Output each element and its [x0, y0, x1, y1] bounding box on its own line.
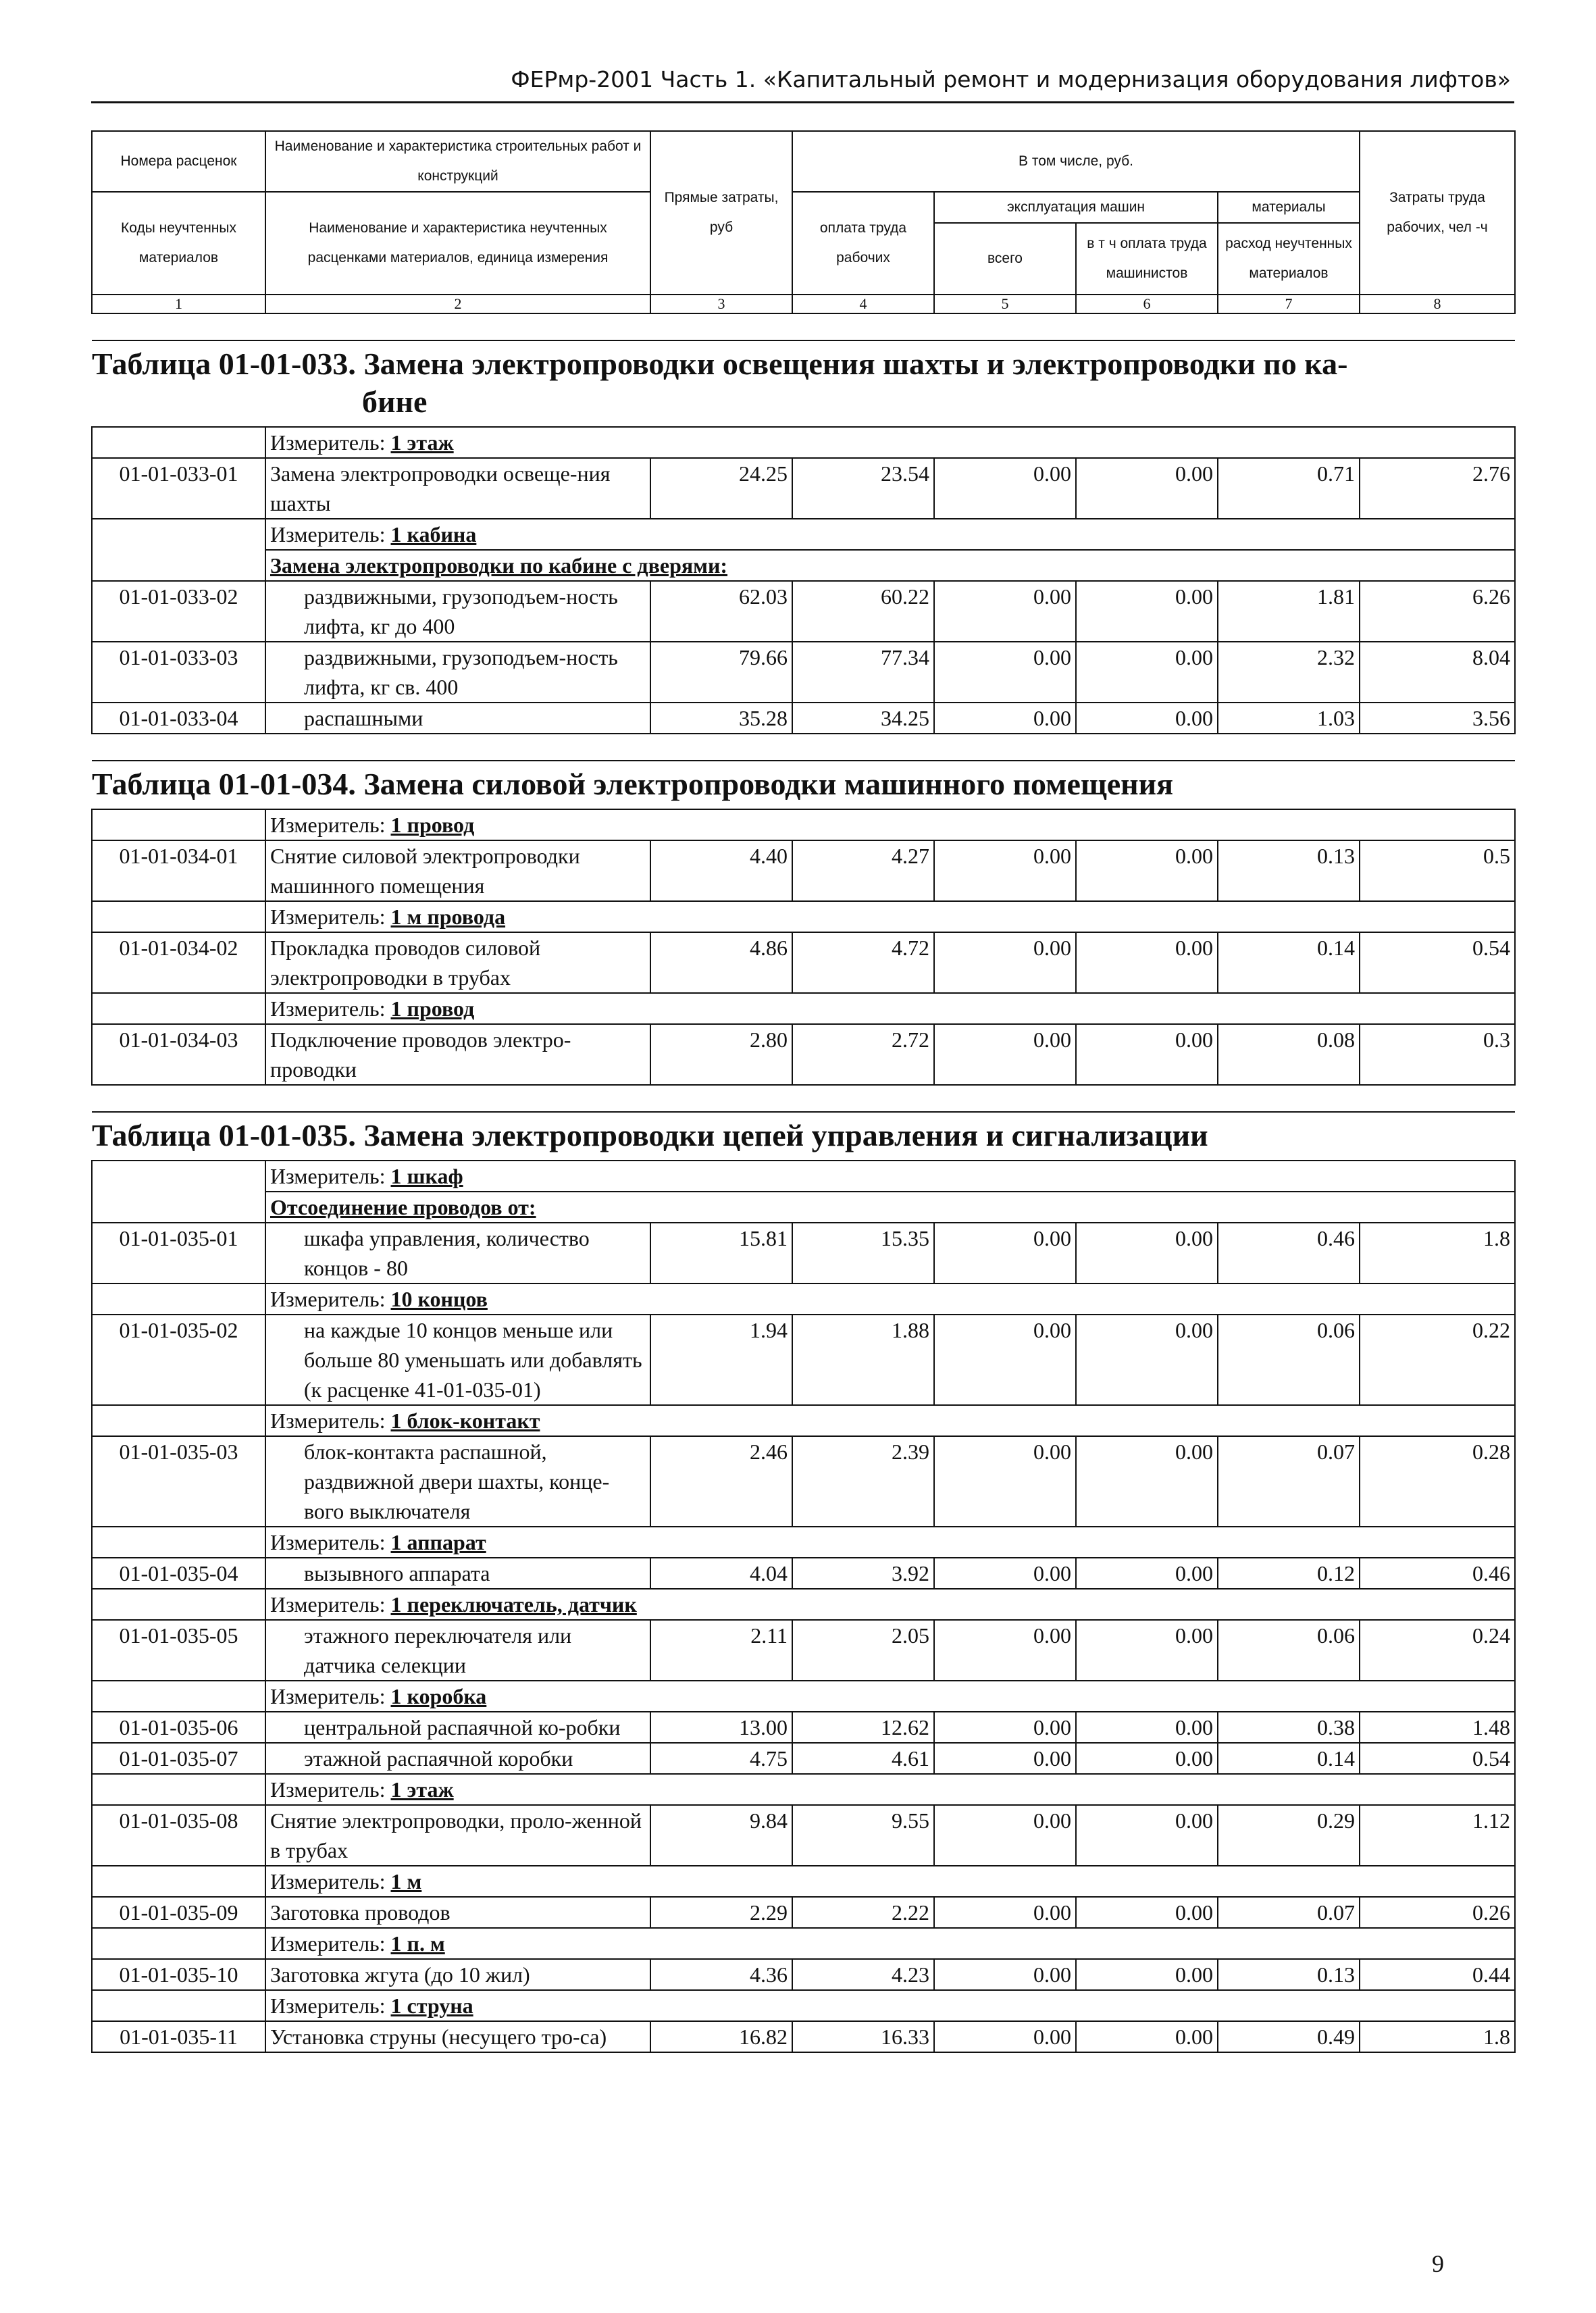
measure-row	[92, 809, 1515, 840]
worker-pay: 23.54	[792, 458, 934, 519]
rate-row	[92, 1805, 1515, 1866]
table-title-continuation: бине	[362, 384, 428, 419]
column-number: 3	[650, 295, 792, 313]
materials-cost: 1.03	[1218, 703, 1360, 734]
measure-cell	[265, 1681, 1515, 1712]
rate-row	[92, 1712, 1515, 1743]
rate-code: 01-01-035-07	[92, 1743, 265, 1774]
rate-row	[92, 642, 1515, 703]
empty-cell	[92, 1928, 265, 1959]
worker-pay: 4.23	[792, 1959, 934, 1990]
measure-cell	[265, 809, 1515, 840]
work-name: шкафа управления, количество концов - 80	[265, 1223, 650, 1283]
empty-cell	[92, 809, 265, 840]
rate-row	[92, 1558, 1515, 1589]
work-name: раздвижными, грузоподъем-ность лифта, кг св. 400	[265, 642, 650, 703]
machines-total: 0.00	[934, 703, 1076, 734]
machinist-pay: 0.00	[1076, 1620, 1218, 1681]
measure-unit: 1 коробка	[390, 1684, 487, 1708]
machinist-pay: 0.00	[1076, 458, 1218, 519]
table-title	[92, 1112, 1515, 1161]
column-numbers-row	[92, 295, 1515, 313]
work-name: Снятие силовой электропроводки машинного помещения	[265, 840, 650, 901]
rate-row	[92, 1315, 1515, 1405]
machinist-pay: 0.00	[1076, 840, 1218, 901]
work-name: раздвижными, грузоподъем-ность лифта, кг до 400	[265, 581, 650, 642]
column-number: 6	[1076, 295, 1218, 313]
direct-cost: 79.66	[650, 642, 792, 703]
labor-header: Затраты труда рабочих, чел -ч	[1360, 131, 1515, 295]
table-title	[92, 340, 1515, 427]
subheading-row	[92, 1192, 1515, 1223]
machinist-pay: 0.00	[1076, 1712, 1218, 1743]
measure-label: Измеритель:	[270, 1287, 386, 1311]
header-rule	[91, 101, 1514, 103]
rate-code: 01-01-035-06	[92, 1712, 265, 1743]
empty-cell	[92, 1192, 265, 1223]
col1-top-header: Номера расценок	[92, 131, 265, 192]
machines-total: 0.00	[934, 1024, 1076, 1085]
rate-row	[92, 1959, 1515, 1990]
measure-row	[92, 1928, 1515, 1959]
rate-code: 01-01-035-08	[92, 1805, 265, 1866]
machines-total: 0.00	[934, 1712, 1076, 1743]
worker-pay: 4.61	[792, 1743, 934, 1774]
measure-label: Измеритель:	[270, 1931, 386, 1956]
labor-cost: 0.44	[1360, 1959, 1515, 1990]
labor-cost: 0.28	[1360, 1436, 1515, 1527]
rate-row	[92, 1620, 1515, 1681]
materials-cost: 0.07	[1218, 1436, 1360, 1527]
empty-cell	[92, 427, 265, 458]
machines-header: эксплуатация машин	[934, 192, 1218, 223]
machines-total: 0.00	[934, 642, 1076, 703]
machines-total: 0.00	[934, 1315, 1076, 1405]
machines-total: 0.00	[934, 1959, 1076, 1990]
measure-cell	[265, 993, 1515, 1024]
worker-pay: 15.35	[792, 1223, 934, 1283]
worker-pay: 2.72	[792, 1024, 934, 1085]
rate-code: 01-01-035-04	[92, 1558, 265, 1589]
rate-code: 01-01-035-03	[92, 1436, 265, 1527]
machinist-pay: 0.00	[1076, 581, 1218, 642]
measure-unit: 1 блок-контакт	[390, 1408, 540, 1433]
materials-cost: 0.07	[1218, 1897, 1360, 1928]
measure-label: Измеритель:	[270, 1164, 386, 1188]
empty-cell	[92, 1774, 265, 1805]
subheading-cell	[265, 1192, 1515, 1223]
measure-unit: 1 этаж	[390, 1777, 454, 1802]
rate-row	[92, 932, 1515, 993]
measure-label: Измеритель:	[270, 1869, 386, 1893]
labor-cost: 0.24	[1360, 1620, 1515, 1681]
machines-total: 0.00	[934, 2021, 1076, 2052]
measure-row	[92, 427, 1515, 458]
measure-cell	[265, 1283, 1515, 1315]
measure-unit: 1 м	[390, 1869, 422, 1893]
measure-row	[92, 1990, 1515, 2021]
empty-cell	[92, 1681, 265, 1712]
rate-code: 01-01-033-01	[92, 458, 265, 519]
gap-cell	[92, 734, 1515, 761]
labor-cost: 0.5	[1360, 840, 1515, 901]
machinist-pay-header: в т ч оплата труда машинистов	[1076, 223, 1218, 295]
machines-total-header: всего	[934, 223, 1076, 295]
rate-row	[92, 1024, 1515, 1085]
machines-total: 0.00	[934, 840, 1076, 901]
measure-row	[92, 1405, 1515, 1436]
work-name: блок-контакта распашной, раздвижной двери шахты, конце-вого выключателя	[265, 1436, 650, 1527]
worker-pay: 4.72	[792, 932, 934, 993]
machines-total: 0.00	[934, 458, 1076, 519]
labor-cost: 0.22	[1360, 1315, 1515, 1405]
work-name: на каждые 10 концов меньше или больше 80 уменьшать или добавлять (к расценке 41-01-035-01)	[265, 1315, 650, 1405]
section-gap	[92, 734, 1515, 761]
measure-cell	[265, 519, 1515, 550]
direct-cost: 2.11	[650, 1620, 792, 1681]
measure-row	[92, 1866, 1515, 1897]
work-name: Заготовка жгута (до 10 жил)	[265, 1959, 650, 1990]
machinist-pay: 0.00	[1076, 2021, 1218, 2052]
col2-top-header: Наименование и характеристика строительных работ и конструкций	[265, 131, 650, 192]
materials-cost: 1.81	[1218, 581, 1360, 642]
subheading-text: Замена электропроводки по кабине с дверями:	[270, 553, 728, 578]
machines-total: 0.00	[934, 1743, 1076, 1774]
column-number: 8	[1360, 295, 1515, 313]
labor-cost: 0.54	[1360, 1743, 1515, 1774]
measure-label: Измеритель:	[270, 430, 386, 455]
work-name: Подключение проводов электро-проводки	[265, 1024, 650, 1085]
work-name: центральной распаячной ко-робки	[265, 1712, 650, 1743]
machinist-pay: 0.00	[1076, 1024, 1218, 1085]
measure-cell	[265, 1928, 1515, 1959]
measure-label: Измеритель:	[270, 522, 386, 547]
machines-total: 0.00	[934, 581, 1076, 642]
machinist-pay: 0.00	[1076, 1743, 1218, 1774]
header-row-2	[92, 192, 1515, 223]
materials-cost: 0.71	[1218, 458, 1360, 519]
measure-unit: 1 переключатель, датчик	[390, 1592, 637, 1617]
work-name: вызывного аппарата	[265, 1558, 650, 1589]
page-number: 9	[1432, 2250, 1444, 2277]
direct-cost: 4.86	[650, 932, 792, 993]
measure-cell	[265, 901, 1515, 932]
machinist-pay: 0.00	[1076, 1897, 1218, 1928]
empty-cell	[92, 1527, 265, 1558]
worker-pay: 2.39	[792, 1436, 934, 1527]
table-title	[92, 761, 1515, 809]
column-number: 1	[92, 295, 265, 313]
rate-row	[92, 703, 1515, 734]
rate-code: 01-01-034-03	[92, 1024, 265, 1085]
rate-row	[92, 1743, 1515, 1774]
rate-row	[92, 458, 1515, 519]
worker-pay: 16.33	[792, 2021, 934, 2052]
empty-cell	[92, 901, 265, 932]
rate-code: 01-01-035-02	[92, 1315, 265, 1405]
worker-pay: 60.22	[792, 581, 934, 642]
running-title: ФЕРмр-2001 Часть 1. «Капитальный ремонт и модернизация оборудования лифтов»	[511, 66, 1511, 93]
work-name: распашными	[265, 703, 650, 734]
materials-cost: 0.14	[1218, 1743, 1360, 1774]
worker-pay: 4.27	[792, 840, 934, 901]
subheading-text: Отсоединение проводов от:	[270, 1195, 536, 1219]
rate-row	[92, 840, 1515, 901]
measure-row	[92, 901, 1515, 932]
materials-cost: 0.06	[1218, 1620, 1360, 1681]
measure-cell	[265, 427, 1515, 458]
section-gap	[92, 313, 1515, 340]
measure-cell	[265, 1866, 1515, 1897]
machinist-pay: 0.00	[1076, 1805, 1218, 1866]
empty-cell	[92, 1589, 265, 1620]
measure-unit: 1 этаж	[390, 430, 454, 455]
direct-cost: 15.81	[650, 1223, 792, 1283]
rate-code: 01-01-035-09	[92, 1897, 265, 1928]
rate-row	[92, 1436, 1515, 1527]
materials-cost: 0.12	[1218, 1558, 1360, 1589]
rate-code: 01-01-035-05	[92, 1620, 265, 1681]
rate-code: 01-01-033-02	[92, 581, 265, 642]
labor-cost: 0.54	[1360, 932, 1515, 993]
rate-code: 01-01-033-03	[92, 642, 265, 703]
direct-cost: 4.36	[650, 1959, 792, 1990]
empty-cell	[92, 1283, 265, 1315]
measure-unit: 1 м провода	[390, 905, 506, 929]
work-name: Прокладка проводов силовой электропроводки в трубах	[265, 932, 650, 993]
work-name: Снятие электропроводки, проло-женной в трубах	[265, 1805, 650, 1866]
work-name: этажной распаячной коробки	[265, 1743, 650, 1774]
measure-label: Измеритель:	[270, 813, 386, 837]
materials-cost: 0.14	[1218, 932, 1360, 993]
labor-cost: 6.26	[1360, 581, 1515, 642]
table-title-row	[92, 340, 1515, 427]
gap-cell	[92, 313, 1515, 340]
table-title-line: Таблица 01-01-033. Замена электропроводки освещения шахты и электропроводки по ка-	[92, 347, 1348, 381]
subheading-cell	[265, 550, 1515, 581]
measure-label: Измеритель:	[270, 1408, 386, 1433]
col1-bottom-header: Коды неучтенных материалов	[92, 192, 265, 295]
direct-cost: 2.46	[650, 1436, 792, 1527]
measure-label: Измеритель:	[270, 905, 386, 929]
worker-pay: 77.34	[792, 642, 934, 703]
including-header: В том числе, руб.	[792, 131, 1360, 192]
rate-row	[92, 581, 1515, 642]
measure-row	[92, 1283, 1515, 1315]
measure-row	[92, 519, 1515, 550]
empty-cell	[92, 1405, 265, 1436]
labor-cost: 1.12	[1360, 1805, 1515, 1866]
measure-unit: 10 концов	[390, 1287, 488, 1311]
measure-cell	[265, 1990, 1515, 2021]
measure-unit: 1 струна	[390, 1993, 473, 2018]
rate-row	[92, 2021, 1515, 2052]
measure-unit: 1 провод	[390, 996, 475, 1021]
col2-bottom-header: Наименование и характеристика неучтенных расценками материалов, единица измерения	[265, 192, 650, 295]
measure-cell	[265, 1527, 1515, 1558]
direct-cost: 4.04	[650, 1558, 792, 1589]
direct-cost: 4.40	[650, 840, 792, 901]
rate-code: 01-01-034-01	[92, 840, 265, 901]
measure-row	[92, 1527, 1515, 1558]
labor-cost: 3.56	[1360, 703, 1515, 734]
column-number: 4	[792, 295, 934, 313]
measure-unit: 1 провод	[390, 813, 475, 837]
empty-cell	[92, 1161, 265, 1192]
machinist-pay: 0.00	[1076, 1315, 1218, 1405]
worker-pay: 2.22	[792, 1897, 934, 1928]
table-title-line: Таблица 01-01-035. Замена электропроводки цепей управления и сигнализации	[92, 1118, 1208, 1152]
worker-pay: 1.88	[792, 1315, 934, 1405]
table-title-line: Таблица 01-01-034. Замена силовой электропроводки машинного помещения	[92, 767, 1174, 801]
gap-cell	[92, 1085, 1515, 1112]
labor-cost: 0.3	[1360, 1024, 1515, 1085]
machines-total: 0.00	[934, 932, 1076, 993]
measure-label: Измеритель:	[270, 1592, 386, 1617]
measure-label: Измеритель:	[270, 996, 386, 1021]
empty-cell	[92, 993, 265, 1024]
worker-pay: 3.92	[792, 1558, 934, 1589]
table-title-row	[92, 1112, 1515, 1161]
table-title-row	[92, 761, 1515, 809]
work-name: Замена электропроводки освеще-ния шахты	[265, 458, 650, 519]
materials-cost: 0.46	[1218, 1223, 1360, 1283]
worker-pay: 12.62	[792, 1712, 934, 1743]
machinist-pay: 0.00	[1076, 1223, 1218, 1283]
direct-cost: 4.75	[650, 1743, 792, 1774]
measure-unit: 1 шкаф	[390, 1164, 463, 1188]
measure-cell	[265, 1405, 1515, 1436]
materials-cost: 0.06	[1218, 1315, 1360, 1405]
machinist-pay: 0.00	[1076, 932, 1218, 993]
measure-row	[92, 993, 1515, 1024]
rates-table	[91, 130, 1516, 2053]
subheading-row	[92, 550, 1515, 581]
direct-cost: 35.28	[650, 703, 792, 734]
labor-cost: 1.48	[1360, 1712, 1515, 1743]
labor-cost: 0.46	[1360, 1558, 1515, 1589]
machinist-pay: 0.00	[1076, 1558, 1218, 1589]
header-row-1	[92, 131, 1515, 192]
measure-unit: 1 п. м	[390, 1931, 445, 1956]
direct-cost: 16.82	[650, 2021, 792, 2052]
direct-cost: 24.25	[650, 458, 792, 519]
worker-pay: 9.55	[792, 1805, 934, 1866]
direct-cost-header: Прямые затраты, руб	[650, 131, 792, 295]
worker-pay: 2.05	[792, 1620, 934, 1681]
materials-cost: 0.13	[1218, 1959, 1360, 1990]
worker-pay-header: оплата труда рабочих	[792, 192, 934, 295]
rate-code: 01-01-033-04	[92, 703, 265, 734]
measure-row	[92, 1774, 1515, 1805]
machinist-pay: 0.00	[1076, 642, 1218, 703]
measure-row	[92, 1589, 1515, 1620]
empty-cell	[92, 519, 265, 550]
materials-cost: 0.08	[1218, 1024, 1360, 1085]
materials-cost: 0.49	[1218, 2021, 1360, 2052]
measure-row	[92, 1681, 1515, 1712]
machines-total: 0.00	[934, 1558, 1076, 1589]
worker-pay: 34.25	[792, 703, 934, 734]
empty-cell	[92, 1866, 265, 1897]
measure-unit: 1 аппарат	[390, 1530, 486, 1554]
direct-cost: 2.80	[650, 1024, 792, 1085]
measure-cell	[265, 1161, 1515, 1192]
section-gap	[92, 1085, 1515, 1112]
materials-cost: 0.29	[1218, 1805, 1360, 1866]
work-name: Заготовка проводов	[265, 1897, 650, 1928]
column-number: 2	[265, 295, 650, 313]
machines-total: 0.00	[934, 1897, 1076, 1928]
materials-cost: 2.32	[1218, 642, 1360, 703]
machinist-pay: 0.00	[1076, 1959, 1218, 1990]
rate-code: 01-01-034-02	[92, 932, 265, 993]
rate-code: 01-01-035-10	[92, 1959, 265, 1990]
unaccounted-materials-header: расход неучтенных материалов	[1218, 223, 1360, 295]
direct-cost: 9.84	[650, 1805, 792, 1866]
machinist-pay: 0.00	[1076, 1436, 1218, 1527]
labor-cost: 8.04	[1360, 642, 1515, 703]
measure-label: Измеритель:	[270, 1530, 386, 1554]
machines-total: 0.00	[934, 1620, 1076, 1681]
column-number: 7	[1218, 295, 1360, 313]
rate-row	[92, 1223, 1515, 1283]
direct-cost: 1.94	[650, 1315, 792, 1405]
measure-label: Измеритель:	[270, 1684, 386, 1708]
measure-cell	[265, 1774, 1515, 1805]
labor-cost: 1.8	[1360, 2021, 1515, 2052]
measure-cell	[265, 1589, 1515, 1620]
measure-row	[92, 1161, 1515, 1192]
labor-cost: 2.76	[1360, 458, 1515, 519]
column-number: 5	[934, 295, 1076, 313]
machinist-pay: 0.00	[1076, 703, 1218, 734]
materials-cost: 0.13	[1218, 840, 1360, 901]
rate-row	[92, 1897, 1515, 1928]
empty-cell	[92, 1990, 265, 2021]
machines-total: 0.00	[934, 1223, 1076, 1283]
rate-code: 01-01-035-01	[92, 1223, 265, 1283]
materials-cost: 0.38	[1218, 1712, 1360, 1743]
direct-cost: 13.00	[650, 1712, 792, 1743]
machines-total: 0.00	[934, 1805, 1076, 1866]
labor-cost: 1.8	[1360, 1223, 1515, 1283]
materials-header: материалы	[1218, 192, 1360, 223]
work-name: Установка струны (несущего тро-са)	[265, 2021, 650, 2052]
direct-cost: 2.29	[650, 1897, 792, 1928]
measure-label: Измеритель:	[270, 1777, 386, 1802]
work-name: этажного переключателя или датчика селекции	[265, 1620, 650, 1681]
empty-cell	[92, 550, 265, 581]
direct-cost: 62.03	[650, 581, 792, 642]
machines-total: 0.00	[934, 1436, 1076, 1527]
measure-unit: 1 кабина	[390, 522, 477, 547]
rate-code: 01-01-035-11	[92, 2021, 265, 2052]
measure-label: Измеритель:	[270, 1993, 386, 2018]
labor-cost: 0.26	[1360, 1897, 1515, 1928]
